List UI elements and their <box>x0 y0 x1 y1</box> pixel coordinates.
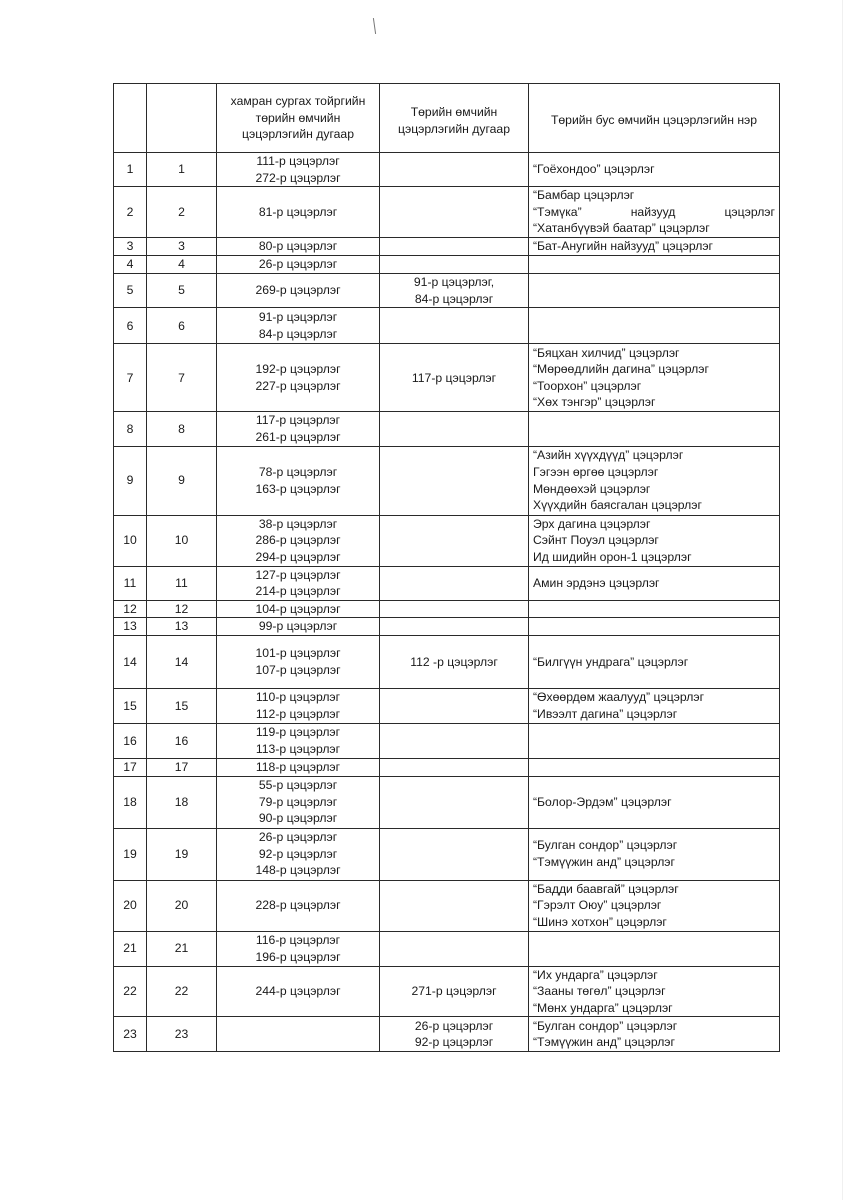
district-state-kindergarten-cell <box>217 600 380 618</box>
cell-line: 271-р цэцэрлэг <box>411 984 497 999</box>
table-row <box>114 688 780 723</box>
table-row <box>114 238 780 256</box>
state-kindergarten-cell <box>380 274 529 308</box>
cell-line: 272-р цэцэрлэг <box>255 170 341 185</box>
row-index-cell: 15 <box>114 688 147 723</box>
cell-line: “Хөх тэнгэр” цэцэрлэг <box>533 395 656 410</box>
header-col2 <box>147 84 217 153</box>
private-kindergarten-cell <box>529 931 780 966</box>
private-kindergarten-cell <box>529 256 780 274</box>
cell-line: 84-р цэцэрлэг <box>258 326 338 341</box>
private-kindergarten-cell <box>529 880 780 931</box>
private-kindergarten-cell <box>529 153 780 187</box>
private-kindergarten-cell <box>529 776 780 828</box>
cell-line: 107-р цэцэрлэг <box>255 662 341 677</box>
district-state-kindergarten-cell <box>217 308 380 344</box>
cell-line: 104-р цэцэрлэг <box>255 601 341 616</box>
cell-line: 127-р цэцэрлэг <box>255 567 341 582</box>
header-state-kindergarten: Төрийн өмчийн цэцэрлэгийн дугаар <box>380 84 529 153</box>
cell-line: 80-р цэцэрлэг <box>258 239 338 254</box>
state-kindergarten-cell <box>380 776 529 828</box>
state-kindergarten-cell <box>380 238 529 256</box>
state-kindergarten-cell <box>380 931 529 966</box>
row-index-cell: 11 <box>114 566 147 600</box>
cell-line: Эрх дагина цэцэрлэг <box>533 516 651 531</box>
private-kindergarten-cell <box>529 723 780 758</box>
table-row <box>114 446 780 515</box>
scan-artifact-mark <box>373 18 376 34</box>
cell-line: “Ивээлт дагина” цэцэрлэг <box>533 706 678 721</box>
cell-line: 84-р цэцэрлэг <box>414 291 494 306</box>
district-state-kindergarten-cell <box>217 635 380 688</box>
district-state-kindergarten-cell <box>217 153 380 187</box>
table-row <box>114 308 780 344</box>
cell-line: 92-р цэцэрлэг <box>414 1035 494 1050</box>
cell-line: 92-р цэцэрлэг <box>258 846 338 861</box>
table-row <box>114 723 780 758</box>
cell-line: “Бадди баавгай” цэцэрлэг <box>533 881 679 896</box>
row-district-number-cell: 14 <box>147 635 217 688</box>
state-kindergarten-cell <box>380 828 529 880</box>
state-kindergarten-cell <box>380 880 529 931</box>
cell-line: 26-р цэцэрлэг <box>258 257 338 272</box>
row-district-number-cell: 8 <box>147 412 217 446</box>
header-private-kindergarten: Төрийн бус өмчийн цэцэрлэгийн нэр <box>529 84 780 153</box>
district-state-kindergarten-cell <box>217 880 380 931</box>
header-district-state-kindergarten: хамран сургах тойргийн төрийн өмчийн цэцэрлэгийн дугаар <box>217 84 380 153</box>
state-kindergarten-cell <box>380 187 529 238</box>
row-district-number-cell: 22 <box>147 966 217 1017</box>
cell-word: цэцэрлэг <box>724 204 775 219</box>
cell-line: 81-р цэцэрлэг <box>258 204 338 219</box>
table-row <box>114 274 780 308</box>
row-index-cell: 10 <box>114 515 147 566</box>
cell-line: “Мөрөөдлийн дагина” цэцэрлэг <box>533 362 709 377</box>
district-state-kindergarten-cell <box>217 758 380 776</box>
cell-line: 78-р цэцэрлэг <box>258 464 338 479</box>
state-kindergarten-cell <box>380 758 529 776</box>
row-index-cell: 17 <box>114 758 147 776</box>
district-state-kindergarten-cell <box>217 187 380 238</box>
table-row <box>114 931 780 966</box>
state-kindergarten-cell <box>380 412 529 446</box>
cell-line: 228-р цэцэрлэг <box>255 898 341 913</box>
cell-line: 163-р цэцэрлэг <box>255 481 341 496</box>
cell-line: 286-р цэцэрлэг <box>255 533 341 548</box>
row-index-cell: 4 <box>114 256 147 274</box>
table-row <box>114 515 780 566</box>
cell-line: “Гоёхондоо” цэцэрлэг <box>533 162 655 177</box>
district-state-kindergarten-cell <box>217 238 380 256</box>
cell-line: “Мөнх ундарга” цэцэрлэг <box>533 1000 673 1015</box>
state-kindergarten-cell <box>380 600 529 618</box>
cell-line: “Азийн хүүхдүүд” цэцэрлэг <box>533 448 684 463</box>
cell-word: “Тэмүка” <box>533 204 582 219</box>
cell-line <box>533 204 775 221</box>
row-district-number-cell: 19 <box>147 828 217 880</box>
district-state-kindergarten-cell <box>217 446 380 515</box>
district-state-kindergarten-cell <box>217 515 380 566</box>
row-index-cell: 18 <box>114 776 147 828</box>
cell-line: “Булган сондор” цэцэрлэг <box>533 838 678 853</box>
row-district-number-cell: 18 <box>147 776 217 828</box>
cell-line: Сэйнт Поуэл цэцэрлэг <box>533 533 659 548</box>
cell-line: 148-р цэцэрлэг <box>255 863 341 878</box>
table-header-row <box>114 84 780 153</box>
row-district-number-cell: 1 <box>147 153 217 187</box>
cell-line: “Билгүүн ундрага” цэцэрлэг <box>533 654 689 669</box>
private-kindergarten-cell <box>529 446 780 515</box>
private-kindergarten-cell <box>529 515 780 566</box>
scan-edge-shadow <box>842 0 843 1200</box>
table-row <box>114 344 780 412</box>
private-kindergarten-cell <box>529 1017 780 1052</box>
private-kindergarten-cell <box>529 238 780 256</box>
cell-line: 79-р цэцэрлэг <box>258 794 338 809</box>
row-district-number-cell: 20 <box>147 880 217 931</box>
cell-line: 26-р цэцэрлэг <box>414 1018 494 1033</box>
cell-line: 196-р цэцэрлэг <box>255 949 341 964</box>
state-kindergarten-cell <box>380 515 529 566</box>
table-row <box>114 758 780 776</box>
cell-line: 118-р цэцэрлэг <box>255 759 341 774</box>
row-index-cell: 22 <box>114 966 147 1017</box>
private-kindergarten-cell <box>529 966 780 1017</box>
cell-line: “Өхөөрдөм жаалууд” цэцэрлэг <box>533 690 705 705</box>
row-district-number-cell: 15 <box>147 688 217 723</box>
state-kindergarten-cell <box>380 256 529 274</box>
table-row <box>114 1017 780 1052</box>
cell-line: “Гэрэлт Оюу” цэцэрлэг <box>533 898 662 913</box>
table-row <box>114 828 780 880</box>
district-state-kindergarten-cell <box>217 566 380 600</box>
row-index-cell: 12 <box>114 600 147 618</box>
row-index-cell: 2 <box>114 187 147 238</box>
table-row <box>114 635 780 688</box>
cell-line: 117-р цэцэрлэг <box>255 413 341 428</box>
cell-line: 55-р цэцэрлэг <box>258 778 338 793</box>
state-kindergarten-cell <box>380 1017 529 1052</box>
cell-line: 91-р цэцэрлэг <box>258 310 338 325</box>
district-state-kindergarten-cell <box>217 256 380 274</box>
private-kindergarten-cell <box>529 566 780 600</box>
cell-line: “Тэмүүжин анд” цэцэрлэг <box>533 855 675 870</box>
state-kindergarten-cell <box>380 566 529 600</box>
row-index-cell: 5 <box>114 274 147 308</box>
cell-line: “Хатанбүүвэй баатар” цэцэрлэг <box>533 221 710 236</box>
table-row <box>114 880 780 931</box>
row-district-number-cell: 4 <box>147 256 217 274</box>
table-row <box>114 566 780 600</box>
row-index-cell: 8 <box>114 412 147 446</box>
row-index-cell: 20 <box>114 880 147 931</box>
cell-line: 261-р цэцэрлэг <box>255 429 341 444</box>
row-district-number-cell: 17 <box>147 758 217 776</box>
district-state-kindergarten-cell <box>217 966 380 1017</box>
private-kindergarten-cell <box>529 635 780 688</box>
state-kindergarten-cell <box>380 688 529 723</box>
table-row <box>114 256 780 274</box>
private-kindergarten-cell <box>529 274 780 308</box>
row-index-cell: 23 <box>114 1017 147 1052</box>
cell-line: “Шинэ хотхон” цэцэрлэг <box>533 914 667 929</box>
row-district-number-cell: 3 <box>147 238 217 256</box>
cell-line: 26-р цэцэрлэг <box>258 830 338 845</box>
cell-line: 112-р цэцэрлэг <box>255 706 341 721</box>
row-index-cell: 7 <box>114 344 147 412</box>
table-row <box>114 600 780 618</box>
private-kindergarten-cell <box>529 828 780 880</box>
table-row <box>114 776 780 828</box>
cell-line: 101-р цэцэрлэг <box>255 646 341 661</box>
row-district-number-cell: 16 <box>147 723 217 758</box>
private-kindergarten-cell <box>529 187 780 238</box>
district-state-kindergarten-cell <box>217 412 380 446</box>
cell-line: 113-р цэцэрлэг <box>255 741 341 756</box>
cell-line: 227-р цэцэрлэг <box>255 378 341 393</box>
cell-line: Гэгээн өргөө цэцэрлэг <box>533 464 659 479</box>
state-kindergarten-cell <box>380 344 529 412</box>
district-state-kindergarten-cell <box>217 344 380 412</box>
cell-line: 244-р цэцэрлэг <box>255 984 341 999</box>
row-district-number-cell: 6 <box>147 308 217 344</box>
cell-line: “Булган сондор” цэцэрлэг <box>533 1018 678 1033</box>
cell-line: 112 -р цэцэрлэг <box>410 654 498 669</box>
private-kindergarten-cell <box>529 344 780 412</box>
cell-line: “Тэмүүжин анд” цэцэрлэг <box>533 1035 675 1050</box>
private-kindergarten-cell <box>529 308 780 344</box>
kindergarten-table <box>113 83 780 1052</box>
cell-line: 214-р цэцэрлэг <box>255 584 341 599</box>
row-district-number-cell: 5 <box>147 274 217 308</box>
cell-line: “Тоорхон” цэцэрлэг <box>533 378 642 393</box>
row-index-cell: 3 <box>114 238 147 256</box>
row-index-cell: 6 <box>114 308 147 344</box>
district-state-kindergarten-cell <box>217 1017 380 1052</box>
cell-line: 111-р цэцэрлэг <box>256 154 340 168</box>
cell-line: 119-р цэцэрлэг <box>255 725 341 740</box>
row-index-cell: 1 <box>114 153 147 187</box>
cell-line: “Болор-Эрдэм” цэцэрлэг <box>533 794 672 809</box>
cell-line: 192-р цэцэрлэг <box>255 362 341 377</box>
district-state-kindergarten-cell <box>217 931 380 966</box>
district-state-kindergarten-cell <box>217 618 380 636</box>
table-row <box>114 618 780 636</box>
state-kindergarten-cell <box>380 308 529 344</box>
cell-line: “Их ундарга” цэцэрлэг <box>533 967 658 982</box>
table-row <box>114 412 780 446</box>
row-district-number-cell: 21 <box>147 931 217 966</box>
row-district-number-cell: 13 <box>147 618 217 636</box>
row-index-cell: 19 <box>114 828 147 880</box>
row-district-number-cell: 11 <box>147 566 217 600</box>
cell-line: “Бат-Анугийн найзууд” цэцэрлэг <box>533 239 713 254</box>
cell-line: 269-р цэцэрлэг <box>255 283 341 298</box>
state-kindergarten-cell <box>380 446 529 515</box>
district-state-kindergarten-cell <box>217 274 380 308</box>
cell-line: 91-р цэцэрлэг, <box>413 275 495 290</box>
row-district-number-cell: 23 <box>147 1017 217 1052</box>
cell-line: 90-р цэцэрлэг <box>258 811 338 826</box>
row-index-cell: 16 <box>114 723 147 758</box>
cell-line: Амин эрдэнэ цэцэрлэг <box>533 575 660 590</box>
district-state-kindergarten-cell <box>217 776 380 828</box>
row-district-number-cell: 12 <box>147 600 217 618</box>
cell-line: Хүүхдийн баясгалан цэцэрлэг <box>533 498 702 513</box>
row-index-cell: 9 <box>114 446 147 515</box>
private-kindergarten-cell <box>529 600 780 618</box>
row-district-number-cell: 9 <box>147 446 217 515</box>
cell-line: “Зааны төгөл” цэцэрлэг <box>533 984 666 999</box>
cell-line: “Бяцхан хилчид” цэцэрлэг <box>533 345 680 360</box>
cell-line: 294-р цэцэрлэг <box>255 549 341 564</box>
cell-line: 99-р цэцэрлэг <box>258 619 338 634</box>
row-index-cell: 21 <box>114 931 147 966</box>
row-district-number-cell: 10 <box>147 515 217 566</box>
cell-line: Мөндөөхэй цэцэрлэг <box>533 481 651 496</box>
row-index-cell: 14 <box>114 635 147 688</box>
header-col1 <box>114 84 147 153</box>
cell-line: 110-р цэцэрлэг <box>255 690 341 705</box>
cell-word: найзууд <box>630 204 676 219</box>
district-state-kindergarten-cell <box>217 688 380 723</box>
state-kindergarten-cell <box>380 153 529 187</box>
cell-line: 117-р цэцэрлэг <box>411 370 497 385</box>
table-row <box>114 187 780 238</box>
state-kindergarten-cell <box>380 635 529 688</box>
state-kindergarten-cell <box>380 966 529 1017</box>
row-district-number-cell: 2 <box>147 187 217 238</box>
row-district-number-cell: 7 <box>147 344 217 412</box>
private-kindergarten-cell <box>529 412 780 446</box>
district-state-kindergarten-cell <box>217 828 380 880</box>
cell-line: Ид шидийн орон-1 цэцэрлэг <box>533 549 692 564</box>
table-row <box>114 153 780 187</box>
district-state-kindergarten-cell <box>217 723 380 758</box>
private-kindergarten-cell <box>529 758 780 776</box>
state-kindergarten-cell <box>380 723 529 758</box>
cell-line: 116-р цэцэрлэг <box>255 932 341 947</box>
cell-line: 38-р цэцэрлэг <box>258 516 338 531</box>
cell-line: “Бамбар цэцэрлэг <box>533 188 635 203</box>
state-kindergarten-cell <box>380 618 529 636</box>
private-kindergarten-cell <box>529 688 780 723</box>
row-index-cell: 13 <box>114 618 147 636</box>
private-kindergarten-cell <box>529 618 780 636</box>
table-row <box>114 966 780 1017</box>
